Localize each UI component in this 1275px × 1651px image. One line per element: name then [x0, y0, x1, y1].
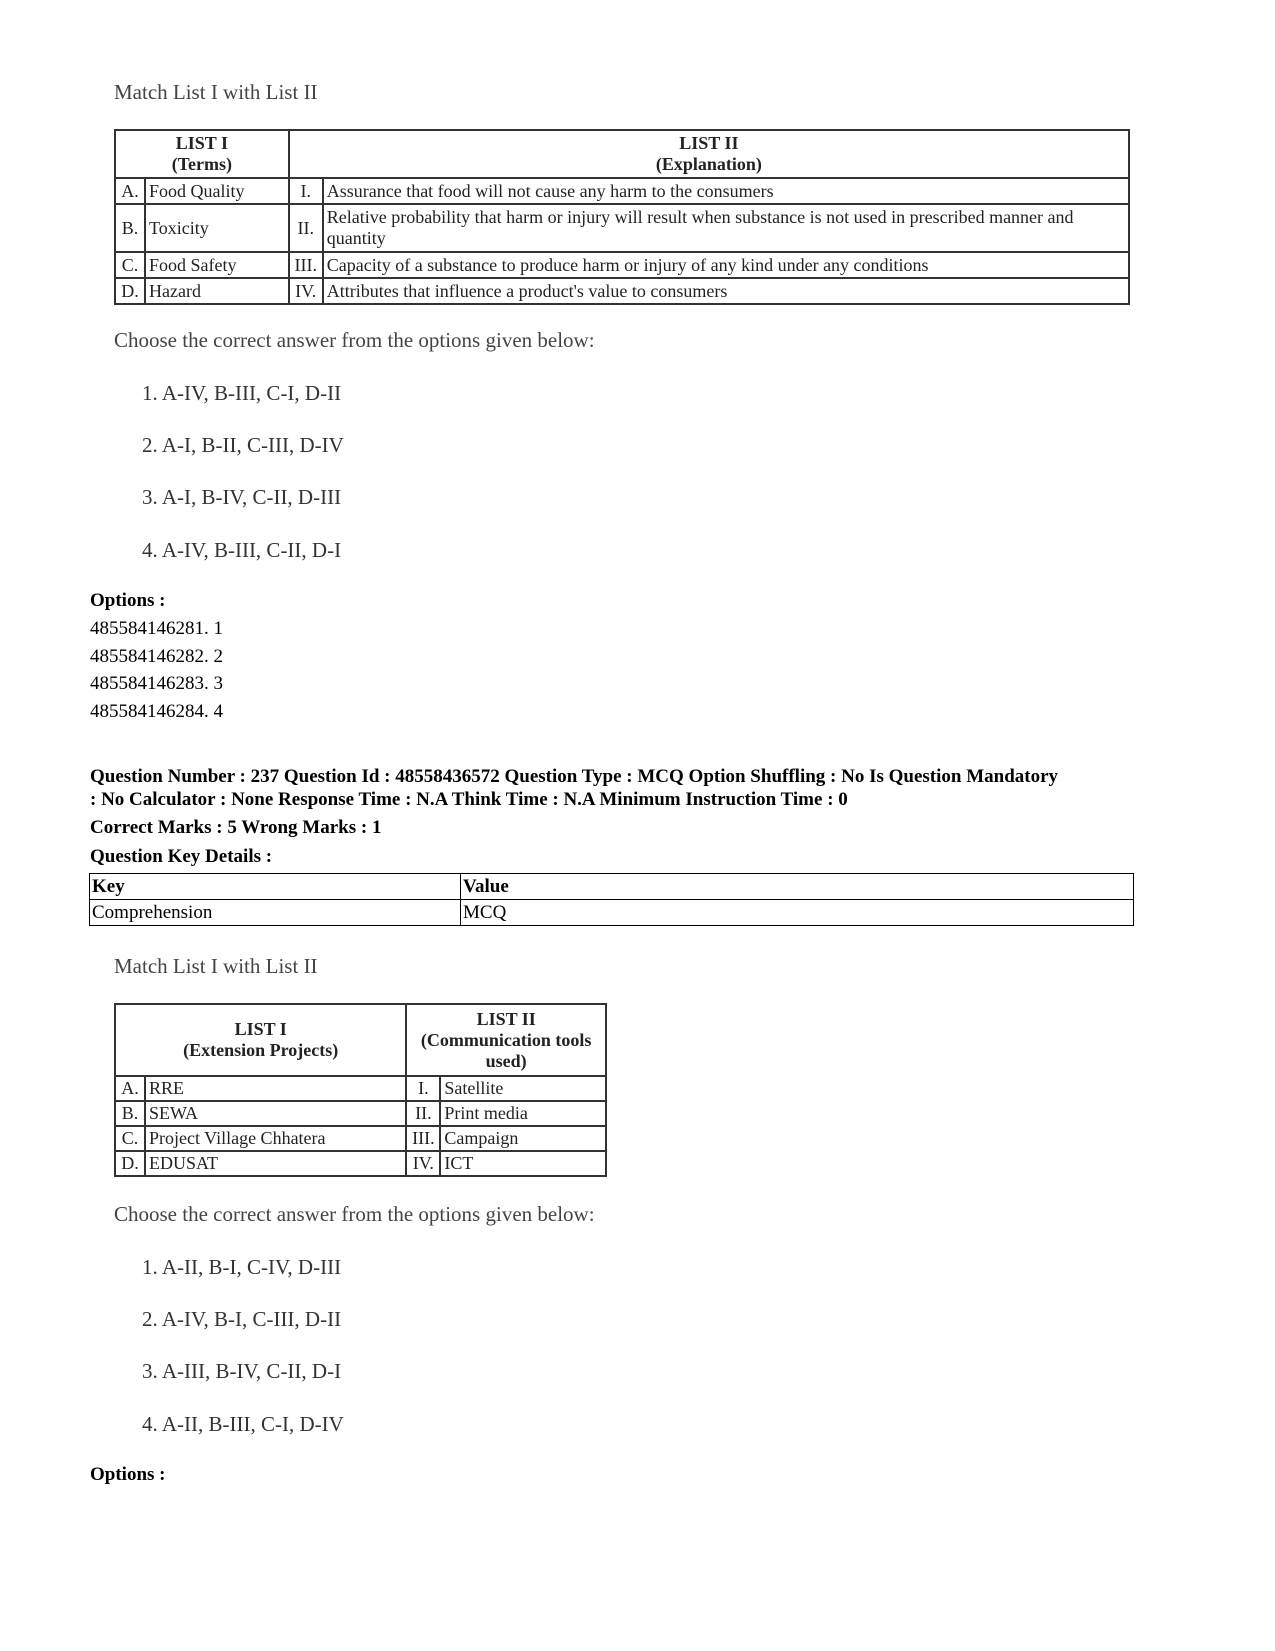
list1-header: LIST I (Extension Projects) [115, 1004, 406, 1076]
table-row: A. Food Quality I. Assurance that food will not cause any harm to the consumers [115, 178, 1129, 204]
match-table [114, 1003, 607, 1177]
options-label: Options : [90, 1464, 166, 1485]
match-table [114, 129, 1130, 305]
table-row: D. Hazard IV. Attributes that influence a product's value to consumers [115, 278, 1129, 304]
answer-choice-1: 1. A-IV, B-III, C-I, D-II [142, 381, 342, 405]
table-row: B. SEWA II. Print media [115, 1101, 606, 1126]
marks-info: Correct Marks : 5 Wrong Marks : 1 [90, 817, 382, 838]
options-label: Options : [90, 590, 166, 611]
list2-header: LIST II (Communication tools used) [406, 1004, 606, 1076]
key-details-table [89, 873, 1134, 926]
table-row: C. Project Village Chhatera III. Campaign [115, 1126, 606, 1151]
answer-choice-2: 2. A-IV, B-I, C-III, D-II [142, 1307, 342, 1331]
option-id-4: 485584146284. 4 [90, 701, 223, 722]
key-details-label: Question Key Details : [90, 846, 273, 867]
question-meta: Question Number : 237 Question Id : 48558436572 Question Type : MCQ Option Shuffling : No Is Question Mandatory : No Calculator : None Response Time : N.A Think Time : N.A Minimum Instruction Time : 0 [90, 766, 1059, 810]
table-header-row: Key Value [90, 874, 1134, 900]
option-id-3: 485584146283. 3 [90, 673, 223, 694]
table-row: B. Toxicity II. Relative probability that harm or injury will result when substance is not used in prescribed manner and quantity [115, 204, 1129, 252]
question-intro: Match List I with List II [114, 80, 318, 104]
answer-choice-3: 3. A-I, B-IV, C-II, D-III [142, 485, 342, 509]
list2-header: LIST II (Explanation) [289, 130, 1129, 178]
answer-choice-1: 1. A-II, B-I, C-IV, D-III [142, 1255, 342, 1279]
table-row: D. EDUSAT IV. ICT [115, 1151, 606, 1176]
option-id-1: 485584146281. 1 [90, 618, 223, 639]
answer-choice-4: 4. A-II, B-III, C-I, D-IV [142, 1412, 344, 1436]
answer-choice-4: 4. A-IV, B-III, C-II, D-I [142, 538, 342, 562]
choose-instruction: Choose the correct answer from the options given below: [114, 1202, 595, 1226]
option-id-2: 485584146282. 2 [90, 646, 223, 667]
table-row: C. Food Safety III. Capacity of a substance to produce harm or injury of any kind under any conditions [115, 252, 1129, 278]
answer-choice-2: 2. A-I, B-II, C-III, D-IV [142, 433, 344, 457]
table-row: Comprehension MCQ [90, 900, 1134, 926]
answer-choice-3: 3. A-III, B-IV, C-II, D-I [142, 1359, 342, 1383]
question-intro: Match List I with List II [114, 954, 318, 978]
list1-header: LIST I (Terms) [115, 130, 289, 178]
choose-instruction: Choose the correct answer from the options given below: [114, 328, 595, 352]
table-row: A. RRE I. Satellite [115, 1076, 606, 1101]
